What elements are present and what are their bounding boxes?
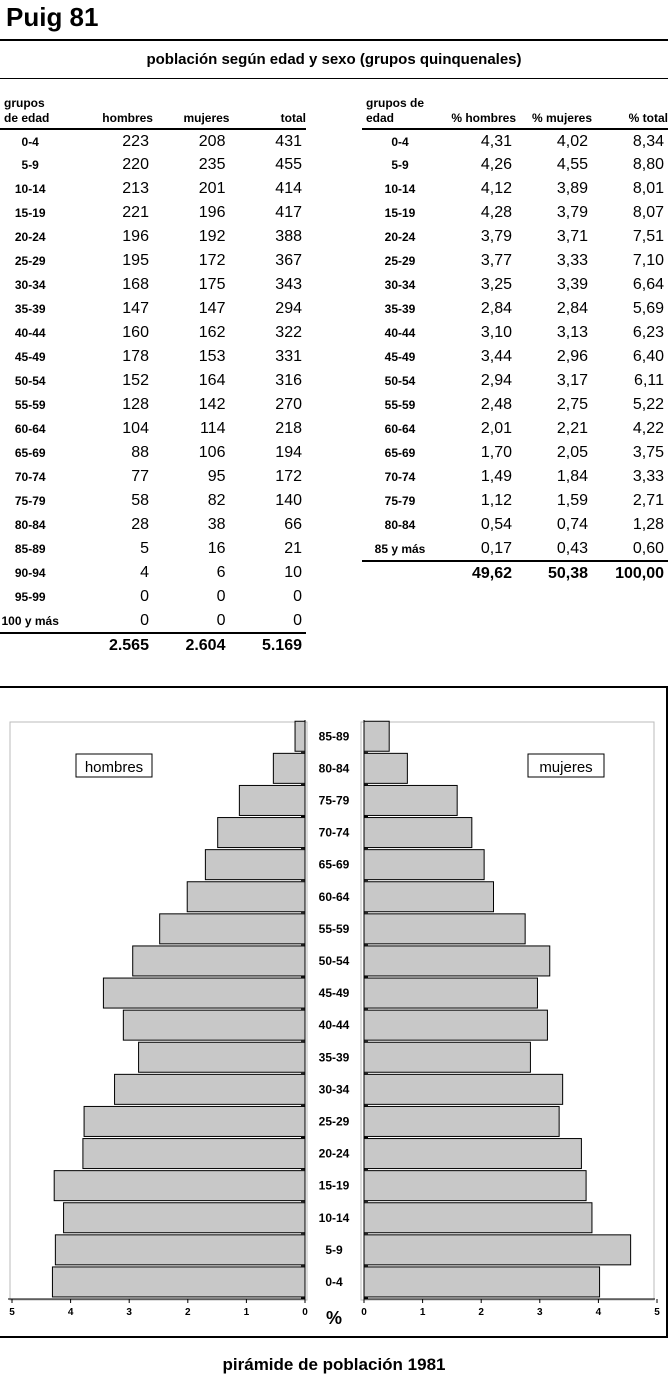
total-cell: 316 xyxy=(275,372,302,389)
women-cell: 16 xyxy=(207,540,226,557)
total-cell: 8,80 xyxy=(632,156,664,173)
bar-hombres-30-34 xyxy=(115,1074,305,1104)
women-cell: 162 xyxy=(198,324,226,341)
bar-mujeres-15-19 xyxy=(364,1171,586,1201)
age-label-60-64: 60-64 xyxy=(318,889,350,904)
age-cell: 20-24 xyxy=(384,230,416,244)
table-row xyxy=(362,489,668,513)
total-cell: 6,23 xyxy=(632,324,664,341)
age-cell: 65-69 xyxy=(14,446,46,460)
men-cell: 77 xyxy=(131,468,149,485)
women-cell: 3,13 xyxy=(556,324,588,341)
total-cell: 0 xyxy=(293,611,302,629)
total-cell: 2,71 xyxy=(632,492,664,509)
age-cell: 40-44 xyxy=(14,326,46,340)
bar-mujeres-60-64 xyxy=(364,882,494,912)
age-label-45-49: 45-49 xyxy=(318,986,350,1001)
bar-mujeres-80-84 xyxy=(364,753,407,783)
table-row xyxy=(0,129,306,153)
men-cell: 0,17 xyxy=(480,539,512,557)
age-cell: 80-84 xyxy=(14,518,46,532)
age-label-15-19: 15-19 xyxy=(318,1178,350,1193)
age-label-80-84: 80-84 xyxy=(318,761,350,776)
age-cell: 60-64 xyxy=(14,422,46,436)
x-tick-label-right: 4 xyxy=(595,1307,602,1318)
total-cell: 194 xyxy=(275,444,302,461)
bar-mujeres-65-69 xyxy=(364,850,484,880)
total-cell: 218 xyxy=(275,420,302,437)
age-cell: 55-59 xyxy=(14,398,46,412)
men-cell: 221 xyxy=(122,204,149,221)
table-row xyxy=(0,441,306,465)
bar-mujeres-20-24 xyxy=(364,1139,581,1169)
age-cell: 55-59 xyxy=(384,398,416,412)
total-cell: 343 xyxy=(275,276,302,293)
men-cell: 3,10 xyxy=(480,324,512,341)
women-cell: 82 xyxy=(207,492,226,509)
table-row xyxy=(0,249,306,273)
women-cell: 6 xyxy=(216,564,226,581)
men-cell: 58 xyxy=(131,492,149,509)
age-cell: 40-44 xyxy=(384,326,416,340)
bar-hombres-85-89 xyxy=(295,721,305,751)
totals-row xyxy=(0,633,306,658)
men-cell: 2,48 xyxy=(480,396,512,413)
men-cell: 178 xyxy=(122,348,149,365)
table-row xyxy=(362,417,668,441)
total-cell: 431 xyxy=(275,132,302,150)
x-tick-label-left: 0 xyxy=(302,1307,308,1318)
women-cell: 196 xyxy=(198,204,226,221)
age-label-55-59: 55-59 xyxy=(318,921,350,936)
table-subtitle: población según edad y sexo (grupos quinquenales) xyxy=(146,51,522,68)
bar-mujeres-70-74 xyxy=(364,818,472,848)
bar-mujeres-45-49 xyxy=(364,978,537,1008)
table-row xyxy=(362,297,668,321)
age-cell: 95-99 xyxy=(14,590,46,604)
age-cell: 10-14 xyxy=(384,182,416,196)
percentage-table xyxy=(362,87,668,586)
x-tick-label-left: 2 xyxy=(185,1307,191,1318)
total-hombres-cell: 2.565 xyxy=(108,637,149,654)
age-cell: 35-39 xyxy=(14,302,46,316)
total-total-cell: 100,00 xyxy=(615,565,664,582)
men-cell: 4,28 xyxy=(480,204,512,221)
table-row xyxy=(0,585,306,609)
table-row xyxy=(0,369,306,393)
men-cell: 2,84 xyxy=(480,300,512,317)
table-row xyxy=(0,393,306,417)
total-cell: 8,07 xyxy=(632,204,664,221)
men-cell: 0 xyxy=(140,611,149,629)
age-label-10-14: 10-14 xyxy=(318,1210,350,1225)
men-cell: 3,44 xyxy=(480,348,512,365)
men-cell: 1,49 xyxy=(480,468,512,485)
age-cell: 75-79 xyxy=(384,494,416,508)
total-cell: 3,75 xyxy=(632,444,664,461)
age-label-35-39: 35-39 xyxy=(318,1050,350,1065)
men-cell: 28 xyxy=(131,516,149,533)
table-row xyxy=(362,321,668,345)
women-cell: 0,43 xyxy=(556,539,588,557)
total-cell: 4,22 xyxy=(632,420,664,437)
age-cell: 90-94 xyxy=(14,566,46,580)
table-row xyxy=(362,465,668,489)
table-row xyxy=(0,537,306,561)
men-cell: 4,31 xyxy=(480,132,512,150)
total-cell: 21 xyxy=(284,540,302,557)
total-cell: 7,51 xyxy=(632,228,664,245)
age-label-40-44: 40-44 xyxy=(318,1018,350,1033)
total-cell: 172 xyxy=(275,468,302,485)
women-cell: 2,84 xyxy=(556,300,588,317)
bar-mujeres-35-39 xyxy=(364,1042,530,1072)
title-divider xyxy=(0,39,668,41)
men-cell: 168 xyxy=(122,276,149,293)
total-cell: 6,64 xyxy=(632,276,664,293)
age-label-65-69: 65-69 xyxy=(318,857,350,872)
table-row xyxy=(0,321,306,345)
men-cell: 152 xyxy=(122,372,149,389)
age-cell: 0-4 xyxy=(21,134,39,149)
total-cell: 5,22 xyxy=(632,396,664,413)
women-cell: 3,17 xyxy=(556,372,588,389)
totals-row xyxy=(362,561,668,586)
total-cell: 5,69 xyxy=(632,300,664,317)
total-cell: 10 xyxy=(284,564,302,581)
men-cell: 196 xyxy=(122,228,149,245)
bar-hombres-40-44 xyxy=(123,1010,305,1040)
total-header: total xyxy=(280,111,306,125)
table-row xyxy=(362,273,668,297)
women-cell: 164 xyxy=(198,372,226,389)
age-label-0-4: 0-4 xyxy=(325,1274,343,1289)
table-header-row xyxy=(362,87,668,129)
x-tick-label-left: 5 xyxy=(9,1307,15,1318)
page-title: Puig 81 xyxy=(6,2,99,32)
age-cell: 65-69 xyxy=(384,446,416,460)
table-row xyxy=(362,513,668,537)
total-cell: 294 xyxy=(275,300,302,317)
total-cell: 1,28 xyxy=(632,516,664,533)
table-row xyxy=(0,345,306,369)
table-row xyxy=(362,201,668,225)
age-cell: 10-14 xyxy=(14,182,46,196)
men-cell: 128 xyxy=(122,396,149,413)
total-cell: 270 xyxy=(275,396,302,413)
x-tick-label-left: 4 xyxy=(67,1307,74,1318)
total-cell: 6,40 xyxy=(632,348,664,365)
total-hombres-cell: 49,62 xyxy=(471,565,512,582)
total-mujeres-cell: 2.604 xyxy=(185,637,226,654)
age-cell: 15-19 xyxy=(14,206,46,220)
total-cell: 6,11 xyxy=(634,372,664,389)
bar-mujeres-0-4 xyxy=(364,1267,600,1297)
total-cell: 66 xyxy=(284,516,302,533)
women-cell: 1,84 xyxy=(556,468,588,485)
table-row xyxy=(0,513,306,537)
totals-label-cell xyxy=(0,633,60,658)
women-cell: 2,21 xyxy=(556,420,588,437)
population-table xyxy=(0,87,306,658)
women-cell: 3,33 xyxy=(556,252,588,269)
age-cell: 50-54 xyxy=(14,374,46,388)
total-cell: 7,10 xyxy=(632,252,664,269)
age-label-30-34: 30-34 xyxy=(318,1082,350,1097)
bar-hombres-15-19 xyxy=(54,1171,305,1201)
men-cell: 88 xyxy=(131,444,149,461)
table-row xyxy=(0,273,306,297)
women-cell: 172 xyxy=(198,252,226,269)
men-cell: 3,25 xyxy=(480,276,512,293)
table-row xyxy=(0,465,306,489)
bar-hombres-75-79 xyxy=(239,785,305,815)
men-header: hombres xyxy=(102,111,153,125)
men-cell: 2,94 xyxy=(480,372,512,389)
bar-mujeres-25-29 xyxy=(364,1106,559,1136)
table-row xyxy=(362,177,668,201)
women-cell: 106 xyxy=(198,444,226,461)
age-cell: 5-9 xyxy=(391,158,409,172)
legend-mujeres-label: mujeres xyxy=(539,759,593,776)
total-cell: 322 xyxy=(275,324,302,341)
x-axis-label: % xyxy=(325,1308,343,1328)
totals-label-cell xyxy=(362,561,438,586)
women-cell: 175 xyxy=(198,276,226,293)
men-cell: 5 xyxy=(140,540,149,557)
bar-mujeres-55-59 xyxy=(364,914,525,944)
pct-women-header: % mujeres xyxy=(531,111,592,125)
bar-hombres-20-24 xyxy=(83,1139,305,1169)
total-cell: 0,60 xyxy=(632,539,664,557)
pct-total-header: % total xyxy=(628,111,668,125)
total-cell: 140 xyxy=(275,492,302,509)
bar-mujeres-30-34 xyxy=(364,1074,563,1104)
women-cell: 2,75 xyxy=(556,396,588,413)
age-cell: 75-79 xyxy=(14,494,46,508)
total-total-cell: 5.169 xyxy=(261,637,302,654)
women-cell: 0 xyxy=(216,588,226,605)
bar-hombres-70-74 xyxy=(218,818,305,848)
total-cell: 414 xyxy=(275,180,302,197)
table-row xyxy=(0,561,306,585)
men-cell: 4,12 xyxy=(480,180,512,197)
pct-men-header: % hombres xyxy=(451,111,516,125)
age-cell: 100 y más xyxy=(1,613,59,628)
age-cell: 70-74 xyxy=(14,470,46,484)
chart-caption: pirámide de población 1981 xyxy=(222,1355,446,1374)
total-mujeres-cell: 50,38 xyxy=(547,565,588,582)
table-header-row xyxy=(0,87,306,129)
total-cell: 417 xyxy=(275,204,302,221)
bar-mujeres-75-79 xyxy=(364,785,457,815)
bar-hombres-65-69 xyxy=(205,850,305,880)
age-cell: 30-34 xyxy=(14,278,46,292)
women-cell: 235 xyxy=(198,156,226,173)
table-row xyxy=(362,225,668,249)
men-cell: 4,26 xyxy=(480,156,512,173)
men-cell: 0 xyxy=(140,588,149,605)
women-cell: 38 xyxy=(207,516,226,533)
table-row xyxy=(362,153,668,177)
population-pyramid-chart xyxy=(0,686,668,1336)
men-cell: 2,01 xyxy=(480,420,512,437)
age-cell: 45-49 xyxy=(384,350,416,364)
women-cell: 1,59 xyxy=(556,492,588,509)
table-row xyxy=(0,225,306,249)
bar-hombres-5-9 xyxy=(55,1235,305,1265)
age-cell: 20-24 xyxy=(14,230,46,244)
women-cell: 201 xyxy=(198,180,226,197)
women-cell: 142 xyxy=(198,396,226,413)
total-cell: 455 xyxy=(275,156,302,173)
age-cell: 15-19 xyxy=(384,206,416,220)
age-label-70-74: 70-74 xyxy=(318,825,350,840)
total-cell: 331 xyxy=(275,348,302,365)
women-header: mujeres xyxy=(183,111,230,125)
x-tick-label-right: 0 xyxy=(361,1307,367,1318)
bar-hombres-10-14 xyxy=(64,1203,305,1233)
x-tick-label-right: 1 xyxy=(419,1307,426,1318)
table-row xyxy=(0,489,306,513)
table-row xyxy=(362,441,668,465)
bar-hombres-50-54 xyxy=(133,946,305,976)
men-cell: 1,12 xyxy=(480,492,512,509)
x-tick-label-right: 3 xyxy=(537,1307,543,1318)
age-cell: 25-29 xyxy=(384,254,416,268)
age-cell: 35-39 xyxy=(384,302,416,316)
bar-hombres-80-84 xyxy=(273,753,305,783)
table-row xyxy=(0,297,306,321)
women-cell: 0,74 xyxy=(556,516,588,533)
women-cell: 114 xyxy=(199,420,226,437)
bar-hombres-45-49 xyxy=(103,978,305,1008)
bar-hombres-25-29 xyxy=(84,1106,305,1136)
age-label-5-9: 5-9 xyxy=(325,1242,343,1257)
x-tick-label-left: 1 xyxy=(243,1307,250,1318)
bar-mujeres-40-44 xyxy=(364,1010,547,1040)
women-cell: 3,89 xyxy=(556,180,588,197)
age-group-header: grupos de edad xyxy=(4,96,50,125)
women-cell: 3,79 xyxy=(556,204,588,221)
women-cell: 147 xyxy=(198,300,226,317)
women-cell: 4,02 xyxy=(556,132,588,150)
men-cell: 147 xyxy=(122,300,149,317)
women-cell: 0 xyxy=(216,611,226,629)
table-row xyxy=(362,369,668,393)
men-cell: 1,70 xyxy=(480,444,512,461)
women-cell: 2,05 xyxy=(556,444,588,461)
age-label-25-29: 25-29 xyxy=(318,1114,350,1129)
men-cell: 3,79 xyxy=(480,228,512,245)
table-row xyxy=(0,201,306,225)
age-cell: 80-84 xyxy=(384,518,416,532)
legend-hombres-label: hombres xyxy=(84,759,144,776)
age-cell: 30-34 xyxy=(384,278,416,292)
women-cell: 153 xyxy=(198,348,226,365)
bar-hombres-60-64 xyxy=(187,882,305,912)
total-cell: 8,01 xyxy=(632,180,664,197)
men-cell: 195 xyxy=(122,252,149,269)
x-tick-label-right: 2 xyxy=(478,1307,484,1318)
age-cell: 50-54 xyxy=(384,374,416,388)
table-row xyxy=(0,417,306,441)
bar-hombres-0-4 xyxy=(52,1267,305,1297)
men-cell: 213 xyxy=(122,180,149,197)
age-cell: 45-49 xyxy=(14,350,46,364)
age-cell: 85-89 xyxy=(14,542,46,556)
men-cell: 220 xyxy=(122,156,149,173)
bar-hombres-35-39 xyxy=(139,1042,305,1072)
table-row xyxy=(362,129,668,153)
x-tick-label-right: 5 xyxy=(654,1307,660,1318)
total-cell: 8,34 xyxy=(632,132,664,150)
men-cell: 0,54 xyxy=(480,516,512,533)
women-cell: 3,39 xyxy=(556,276,588,293)
bar-mujeres-50-54 xyxy=(364,946,550,976)
bar-hombres-55-59 xyxy=(160,914,305,944)
total-cell: 0 xyxy=(293,588,302,605)
table-row xyxy=(0,177,306,201)
age-cell: 60-64 xyxy=(384,422,416,436)
subtitle-divider xyxy=(0,78,668,79)
men-cell: 104 xyxy=(122,420,149,437)
total-cell: 388 xyxy=(275,228,302,245)
bar-mujeres-5-9 xyxy=(364,1235,631,1265)
total-cell: 367 xyxy=(275,252,302,269)
bar-mujeres-85-89 xyxy=(364,721,389,751)
age-label-85-89: 85-89 xyxy=(318,729,350,744)
men-cell: 4 xyxy=(140,564,149,581)
men-cell: 160 xyxy=(122,324,149,341)
women-cell: 2,96 xyxy=(556,348,588,365)
age-label-20-24: 20-24 xyxy=(318,1146,350,1161)
women-cell: 4,55 xyxy=(556,156,588,173)
age-cell: 70-74 xyxy=(384,470,416,484)
table-row xyxy=(362,249,668,273)
age-cell: 0-4 xyxy=(391,134,409,149)
age-cell: 85 y más xyxy=(374,541,426,556)
women-cell: 95 xyxy=(207,468,226,485)
total-cell: 3,33 xyxy=(632,468,664,485)
table-row xyxy=(362,537,668,561)
men-cell: 3,77 xyxy=(480,252,512,269)
age-cell: 25-29 xyxy=(14,254,46,268)
table-row xyxy=(362,393,668,417)
women-cell: 208 xyxy=(198,132,226,150)
table-row xyxy=(362,345,668,369)
x-tick-label-left: 3 xyxy=(126,1307,132,1318)
women-cell: 3,71 xyxy=(556,228,588,245)
bar-mujeres-10-14 xyxy=(364,1203,592,1233)
age-label-75-79: 75-79 xyxy=(318,793,350,808)
age-group-header: grupos de edad xyxy=(366,96,425,125)
table-row xyxy=(0,609,306,633)
women-cell: 192 xyxy=(198,228,226,245)
table-row xyxy=(0,153,306,177)
men-cell: 223 xyxy=(122,132,149,150)
age-cell: 5-9 xyxy=(21,158,39,172)
age-label-50-54: 50-54 xyxy=(318,953,350,968)
